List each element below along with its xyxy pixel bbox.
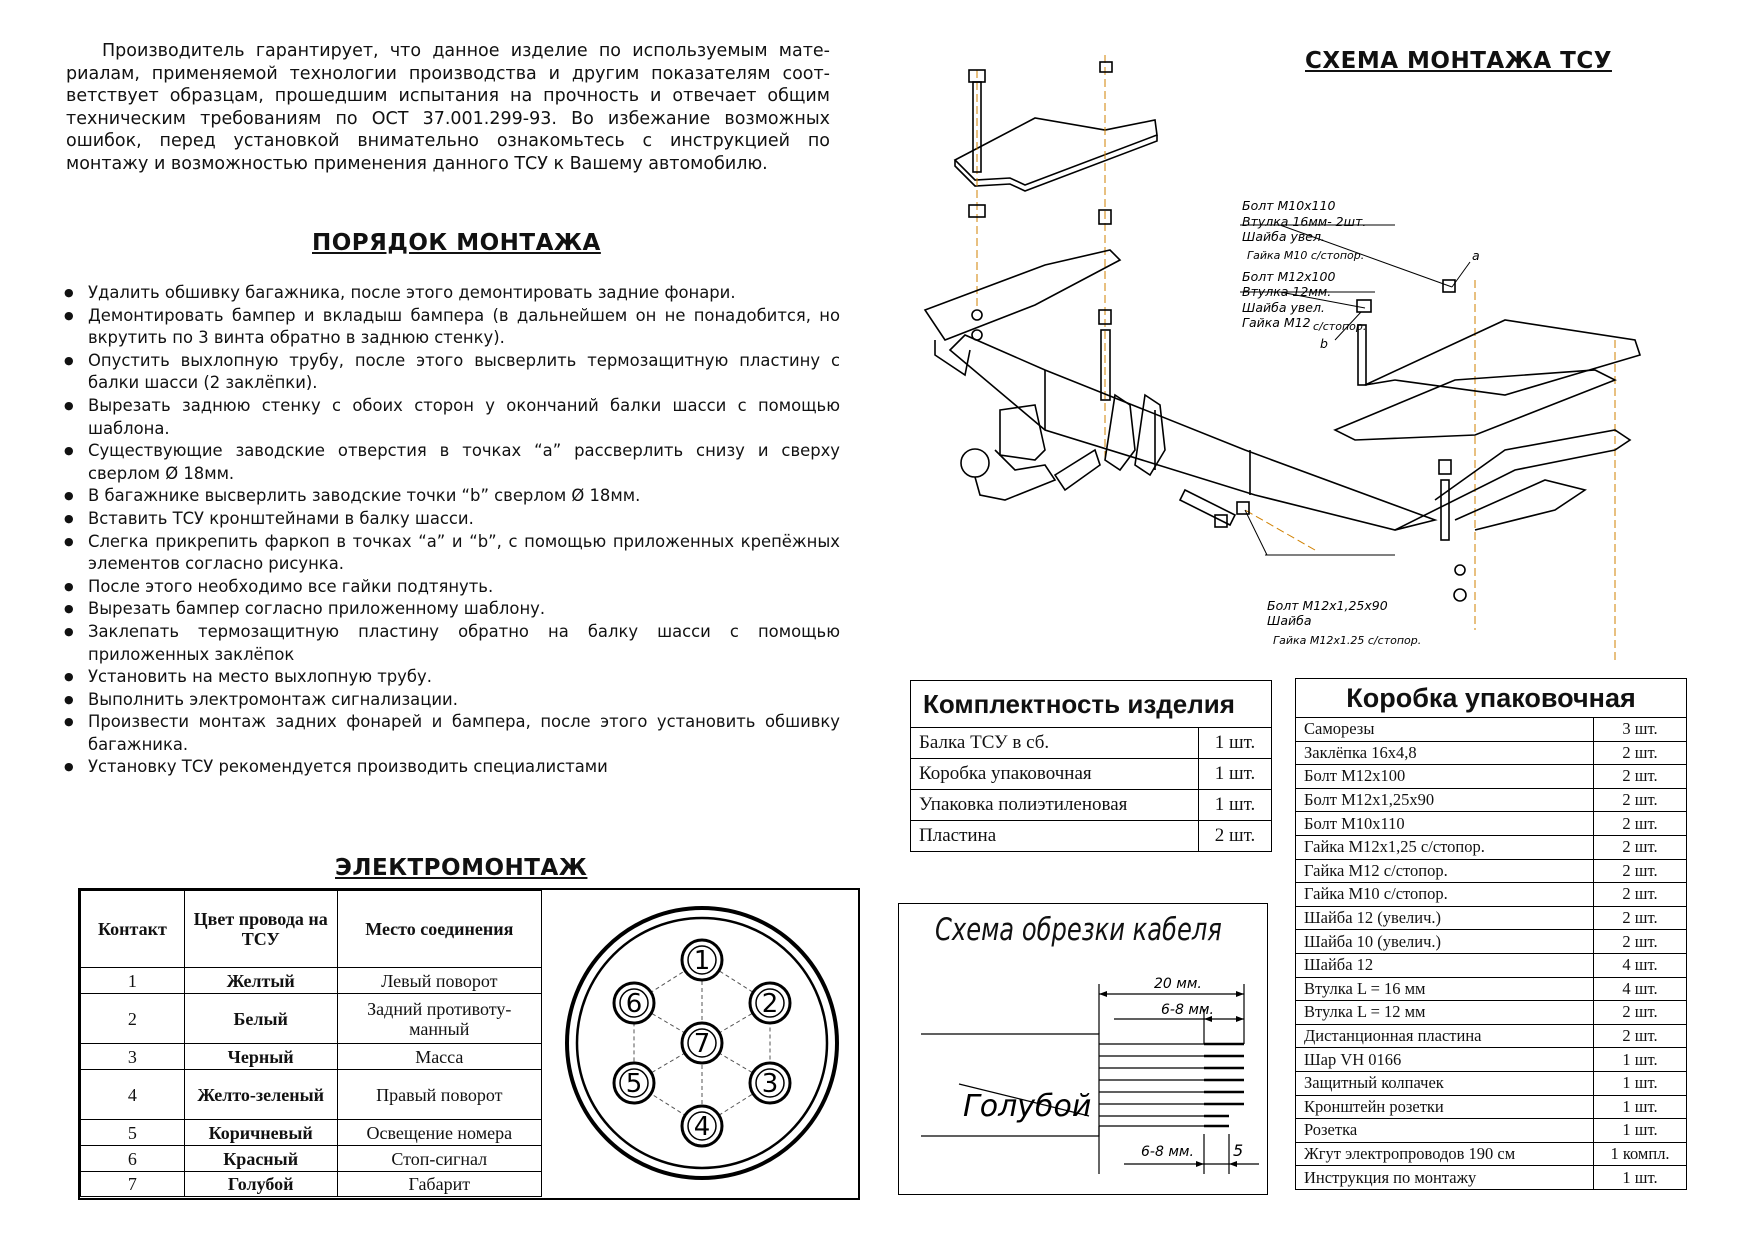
box-qty: 3 шт. (1594, 718, 1687, 742)
montage-step: ● Выполнить электромонтаж сигнализации. (60, 689, 840, 712)
box-item: Шар VH 0166 (1296, 1048, 1594, 1072)
box-qty: 1 компл. (1594, 1142, 1687, 1166)
header-connection: Место соединения (337, 891, 541, 968)
header-wire-color: Цвет провода на ТСУ (184, 891, 337, 968)
box-item: Кронштейн розетки (1296, 1095, 1594, 1119)
table-row (1296, 1166, 1687, 1190)
table-row (1296, 718, 1687, 742)
box-qty: 1 шт. (1594, 1166, 1687, 1190)
contact-number: 4 (81, 1070, 185, 1120)
callout-a-line: Втулка 16мм- 2шт. (1242, 214, 1367, 229)
montage-step: ● В багажнике высверлить заводские точки “b” сверлом Ø 18мм. (60, 485, 840, 508)
box-item: Гайка М12 с/стопор. (1296, 859, 1594, 883)
kit-item: Балка ТСУ в сб. (911, 728, 1199, 759)
table-row (1296, 741, 1687, 765)
box-item: Болт М12х100 (1296, 765, 1594, 789)
washer (972, 330, 982, 340)
intro-paragraph (66, 40, 830, 176)
table-row (1296, 1142, 1687, 1166)
box-qty: 2 шт. (1594, 1024, 1687, 1048)
point-b-label: b (1320, 336, 1328, 351)
dim-top-label: 6-8 мм. (1161, 1002, 1214, 1018)
socket-pin-number: 1 (693, 946, 711, 976)
montage-step: ● Произвести монтаж задних фонарей и бампера, после этого установить обшивку багажника. (60, 711, 840, 756)
point-a-label: a (1472, 248, 1480, 263)
table-row (1296, 930, 1687, 954)
callout-b-line: Болт М12х100 (1242, 269, 1336, 284)
montage-step: ● Вырезать заднюю стенку с обоих сторон у окончаний балки шасси с помощью шаблона. (60, 395, 840, 440)
kit-qty: 1 шт. (1199, 759, 1272, 790)
intro-line: риалам, применяемой технологии производства и другим показателям соот- (66, 63, 830, 84)
wire-color: Голубой (184, 1172, 337, 1197)
table-row (1296, 1071, 1687, 1095)
box-qty: 2 шт. (1594, 859, 1687, 883)
table-row (1296, 1095, 1687, 1119)
box-title: Коробка упаковочная (1296, 679, 1687, 718)
montage-step: ● Слегка прикрепить фаркоп в точках “a” и “b”, с помощью приложенных крепёжных элементов согласно рисунка. (60, 531, 840, 576)
bolt-a-shank (1441, 480, 1449, 540)
kit-qty: 2 шт. (1199, 821, 1272, 852)
box-qty: 4 шт. (1594, 953, 1687, 977)
table-row (1296, 812, 1687, 836)
box-table (1295, 678, 1687, 1190)
callout-a-line: Болт М10х110 (1242, 198, 1336, 213)
bolt-b-shank (1358, 325, 1366, 385)
montage-step: ● Вставить ТСУ кронштейнами в балку шасси. (60, 508, 840, 531)
kit-qty: 1 шт. (1199, 790, 1272, 821)
box-qty: 2 шт. (1594, 765, 1687, 789)
table-row (1296, 1048, 1687, 1072)
bushing (1439, 460, 1451, 474)
connection-place: Левый поворот (337, 968, 541, 994)
wire-color: Белый (184, 994, 337, 1044)
kit-title: Комплектность изделия (911, 681, 1272, 728)
wiring-block (78, 888, 860, 1200)
callout-b-line: Шайба увел. (1242, 300, 1325, 315)
box-item: Жгут электропроводов 190 см (1296, 1142, 1594, 1166)
lower-nut (1237, 502, 1249, 514)
kit-item: Коробка упаковочная (911, 759, 1199, 790)
box-qty: 1 шт. (1594, 1119, 1687, 1143)
box-qty: 1 шт. (1594, 1048, 1687, 1072)
tow-mount-plate (1000, 405, 1045, 460)
kit-table (910, 680, 1272, 852)
connection-place: Масса (337, 1044, 541, 1070)
axis-line (1245, 510, 1315, 550)
montage-step: ● Заклепать термозащитную пластину обратно на балку шасси с помощью приложенных заклёпок (60, 621, 840, 666)
callout-c-line: Болт М12х1,25х90 (1267, 598, 1388, 613)
table-row (1296, 765, 1687, 789)
socket-pin-number: 2 (761, 989, 779, 1019)
socket-pin-number: 3 (761, 1069, 779, 1099)
box-item: Гайка М10 с/стопор. (1296, 883, 1594, 907)
cable-title: Схема обрезки кабеля (935, 912, 1222, 948)
callout-a-line: Шайба увел. (1242, 229, 1325, 244)
montage-step: ● Удалить обшивку багажника, после этого демонтировать задние фонари. (60, 282, 840, 305)
connection-place: Освещение номера (337, 1120, 541, 1146)
montage-title: ПОРЯДОК МОНТАЖА (312, 230, 601, 256)
montage-step: ● Опустить выхлопную трубу, после этого высверлить термозащитную пластину с балки шасси (2 заклёпки). (60, 350, 840, 395)
table-row (1296, 906, 1687, 930)
table-row (1296, 1119, 1687, 1143)
montage-step: ● Установку ТСУ рекомендуется производить специалистами (60, 756, 840, 779)
box-qty: 2 шт. (1594, 930, 1687, 954)
wire-color: Коричневый (184, 1120, 337, 1146)
socket-pin-number: 6 (625, 989, 643, 1019)
right-bracket (1395, 430, 1630, 530)
beam-sections (1045, 370, 1250, 495)
cable-cut-scheme (898, 903, 1268, 1195)
table-row (911, 759, 1272, 790)
contact-number: 6 (81, 1146, 185, 1172)
callout-a-line: Гайка М10 с/стопор. (1247, 249, 1365, 262)
table-row (1296, 953, 1687, 977)
connection-place: Габарит (337, 1172, 541, 1197)
box-item: Втулка L = 12 мм (1296, 1001, 1594, 1025)
intro-line: техническим требованиям по ОСТ 37.001.299-93. Во избежание возможных (66, 108, 830, 129)
socket-pin-number: 4 (693, 1112, 711, 1142)
kit-item: Пластина (911, 821, 1199, 852)
callout-c-line: Шайба (1267, 613, 1312, 628)
nut-b (1357, 300, 1371, 312)
box-qty: 2 шт. (1594, 883, 1687, 907)
dim-total-label: 20 мм. (1154, 976, 1202, 992)
table-row (911, 821, 1272, 852)
wire-color: Желтый (184, 968, 337, 994)
hanger-left (1105, 395, 1135, 470)
washer (1455, 565, 1465, 575)
box-qty: 4 шт. (1594, 977, 1687, 1001)
table-row (81, 1044, 542, 1070)
socket-pin-number: 5 (625, 1069, 643, 1099)
tow-ball (961, 449, 989, 477)
mounting-schema-drawing (895, 50, 1685, 660)
contact-number: 1 (81, 968, 185, 994)
socket-bracket (1055, 450, 1100, 490)
box-qty: 2 шт. (1594, 812, 1687, 836)
box-item: Болт М10х110 (1296, 812, 1594, 836)
contact-number: 7 (81, 1172, 185, 1197)
box-item: Заклёпка 16х4,8 (1296, 741, 1594, 765)
point-a-leader (1452, 262, 1470, 287)
callout-c-line: Гайка М12х1.25 с/стопор. (1273, 634, 1422, 647)
intro-line: ошибок, перед установкой внимательно ознакомьтесь с инструкцией по (66, 131, 830, 152)
right-plate-upper (1365, 320, 1640, 395)
table-row (1296, 1024, 1687, 1048)
box-item: Болт М12х1,25х90 (1296, 788, 1594, 812)
socket-pin-number: 7 (693, 1029, 711, 1059)
table-row (1296, 835, 1687, 859)
dim-end-label: 5 (1233, 1141, 1244, 1160)
box-qty: 2 шт. (1594, 788, 1687, 812)
contact-number: 5 (81, 1120, 185, 1146)
wire-color: Красный (184, 1146, 337, 1172)
box-qty: 2 шт. (1594, 741, 1687, 765)
table-row (911, 728, 1272, 759)
box-item: Саморезы (1296, 718, 1594, 742)
contact-number: 3 (81, 1044, 185, 1070)
montage-step: ● Установить на место выхлопную трубу. (60, 666, 840, 689)
box-qty: 2 шт. (1594, 835, 1687, 859)
box-item: Розетка (1296, 1119, 1594, 1143)
table-row (1296, 859, 1687, 883)
montage-steps (60, 282, 840, 779)
nut (1100, 62, 1112, 72)
table-row (81, 968, 542, 994)
left-bracket-end (935, 340, 970, 375)
dim-bottom-label: 6-8 мм. (1141, 1144, 1194, 1160)
box-item: Шайба 12 (увелич.) (1296, 906, 1594, 930)
wire-color-label: Голубой (963, 1089, 1092, 1124)
washer (1454, 589, 1466, 601)
callout-b-line: Втулка 12мм. (1242, 284, 1332, 299)
connection-place: Правый поворот (337, 1070, 541, 1120)
top-plate (955, 118, 1157, 185)
cross-beam (950, 335, 1435, 530)
table-row (81, 994, 542, 1044)
callout-b-line: с/стопор. (1313, 320, 1367, 333)
box-qty: 1 шт. (1594, 1095, 1687, 1119)
callout-b-line: Гайка М12 (1242, 315, 1311, 330)
schema-title: СХЕМА МОНТАЖА ТСУ (1305, 48, 1612, 74)
table-row (1296, 977, 1687, 1001)
box-item: Инструкция по монтажу (1296, 1166, 1594, 1190)
intro-line: Производитель гарантирует, что данное изделие по используемым мате- (102, 41, 830, 61)
bolt-shank (1101, 330, 1110, 400)
table-row (81, 1146, 542, 1172)
table-row (81, 1172, 542, 1197)
socket-pinout-diagram (564, 900, 848, 1190)
table-row (1296, 883, 1687, 907)
kit-qty: 1 шт. (1199, 728, 1272, 759)
intro-line: ветствует образцам, прошедшим испытания на прочность и отвечает общим (66, 86, 830, 107)
table-row (81, 1070, 542, 1120)
box-qty: 2 шт. (1594, 1001, 1687, 1025)
montage-step: ● После этого необходимо все гайки подтянуть. (60, 576, 840, 599)
box-item: Дистанционная пластина (1296, 1024, 1594, 1048)
box-qty: 1 шт. (1594, 1071, 1687, 1095)
wire-color: Черный (184, 1044, 337, 1070)
table-row (81, 1120, 542, 1146)
box-item: Шайба 12 (1296, 953, 1594, 977)
contact-number: 2 (81, 994, 185, 1044)
left-bracket (925, 250, 1120, 340)
box-item: Защитный колпачек (1296, 1071, 1594, 1095)
table-row (1296, 788, 1687, 812)
wire-color: Желто-зеленый (184, 1070, 337, 1120)
washer (972, 310, 982, 320)
montage-step: ● Демонтировать бампер и вкладыш бампера (в дальнейшем он не понадобится, но вкрутить по 3 винта обратно в заднюю стенку). (60, 305, 840, 350)
intro-line: монтажу и возможностью применения данного ТСУ к Вашему автомобилю. (66, 153, 768, 174)
box-item: Гайка М12х1,25 с/стопор. (1296, 835, 1594, 859)
table-row (1296, 1001, 1687, 1025)
cable-drawing (899, 904, 1267, 1194)
header-contact: Контакт (81, 891, 185, 968)
electro-title: ЭЛЕКТРОМОНТАЖ (335, 855, 588, 881)
montage-step: ● Существующие заводские отверстия в точках “a” рассверлить снизу и сверху сверлом Ø 18мм. (60, 440, 840, 485)
wiring-table (80, 890, 542, 1197)
montage-step: ● Вырезать бампер согласно приложенному шаблону. (60, 598, 840, 621)
kit-item: Упаковка полиэтиленовая (911, 790, 1199, 821)
connection-place: Стоп-сигнал (337, 1146, 541, 1172)
box-item: Шайба 10 (увелич.) (1296, 930, 1594, 954)
connection-place: Задний противоту-манный (337, 994, 541, 1044)
box-item: Втулка L = 16 мм (1296, 977, 1594, 1001)
box-qty: 2 шт. (1594, 906, 1687, 930)
table-row (911, 790, 1272, 821)
